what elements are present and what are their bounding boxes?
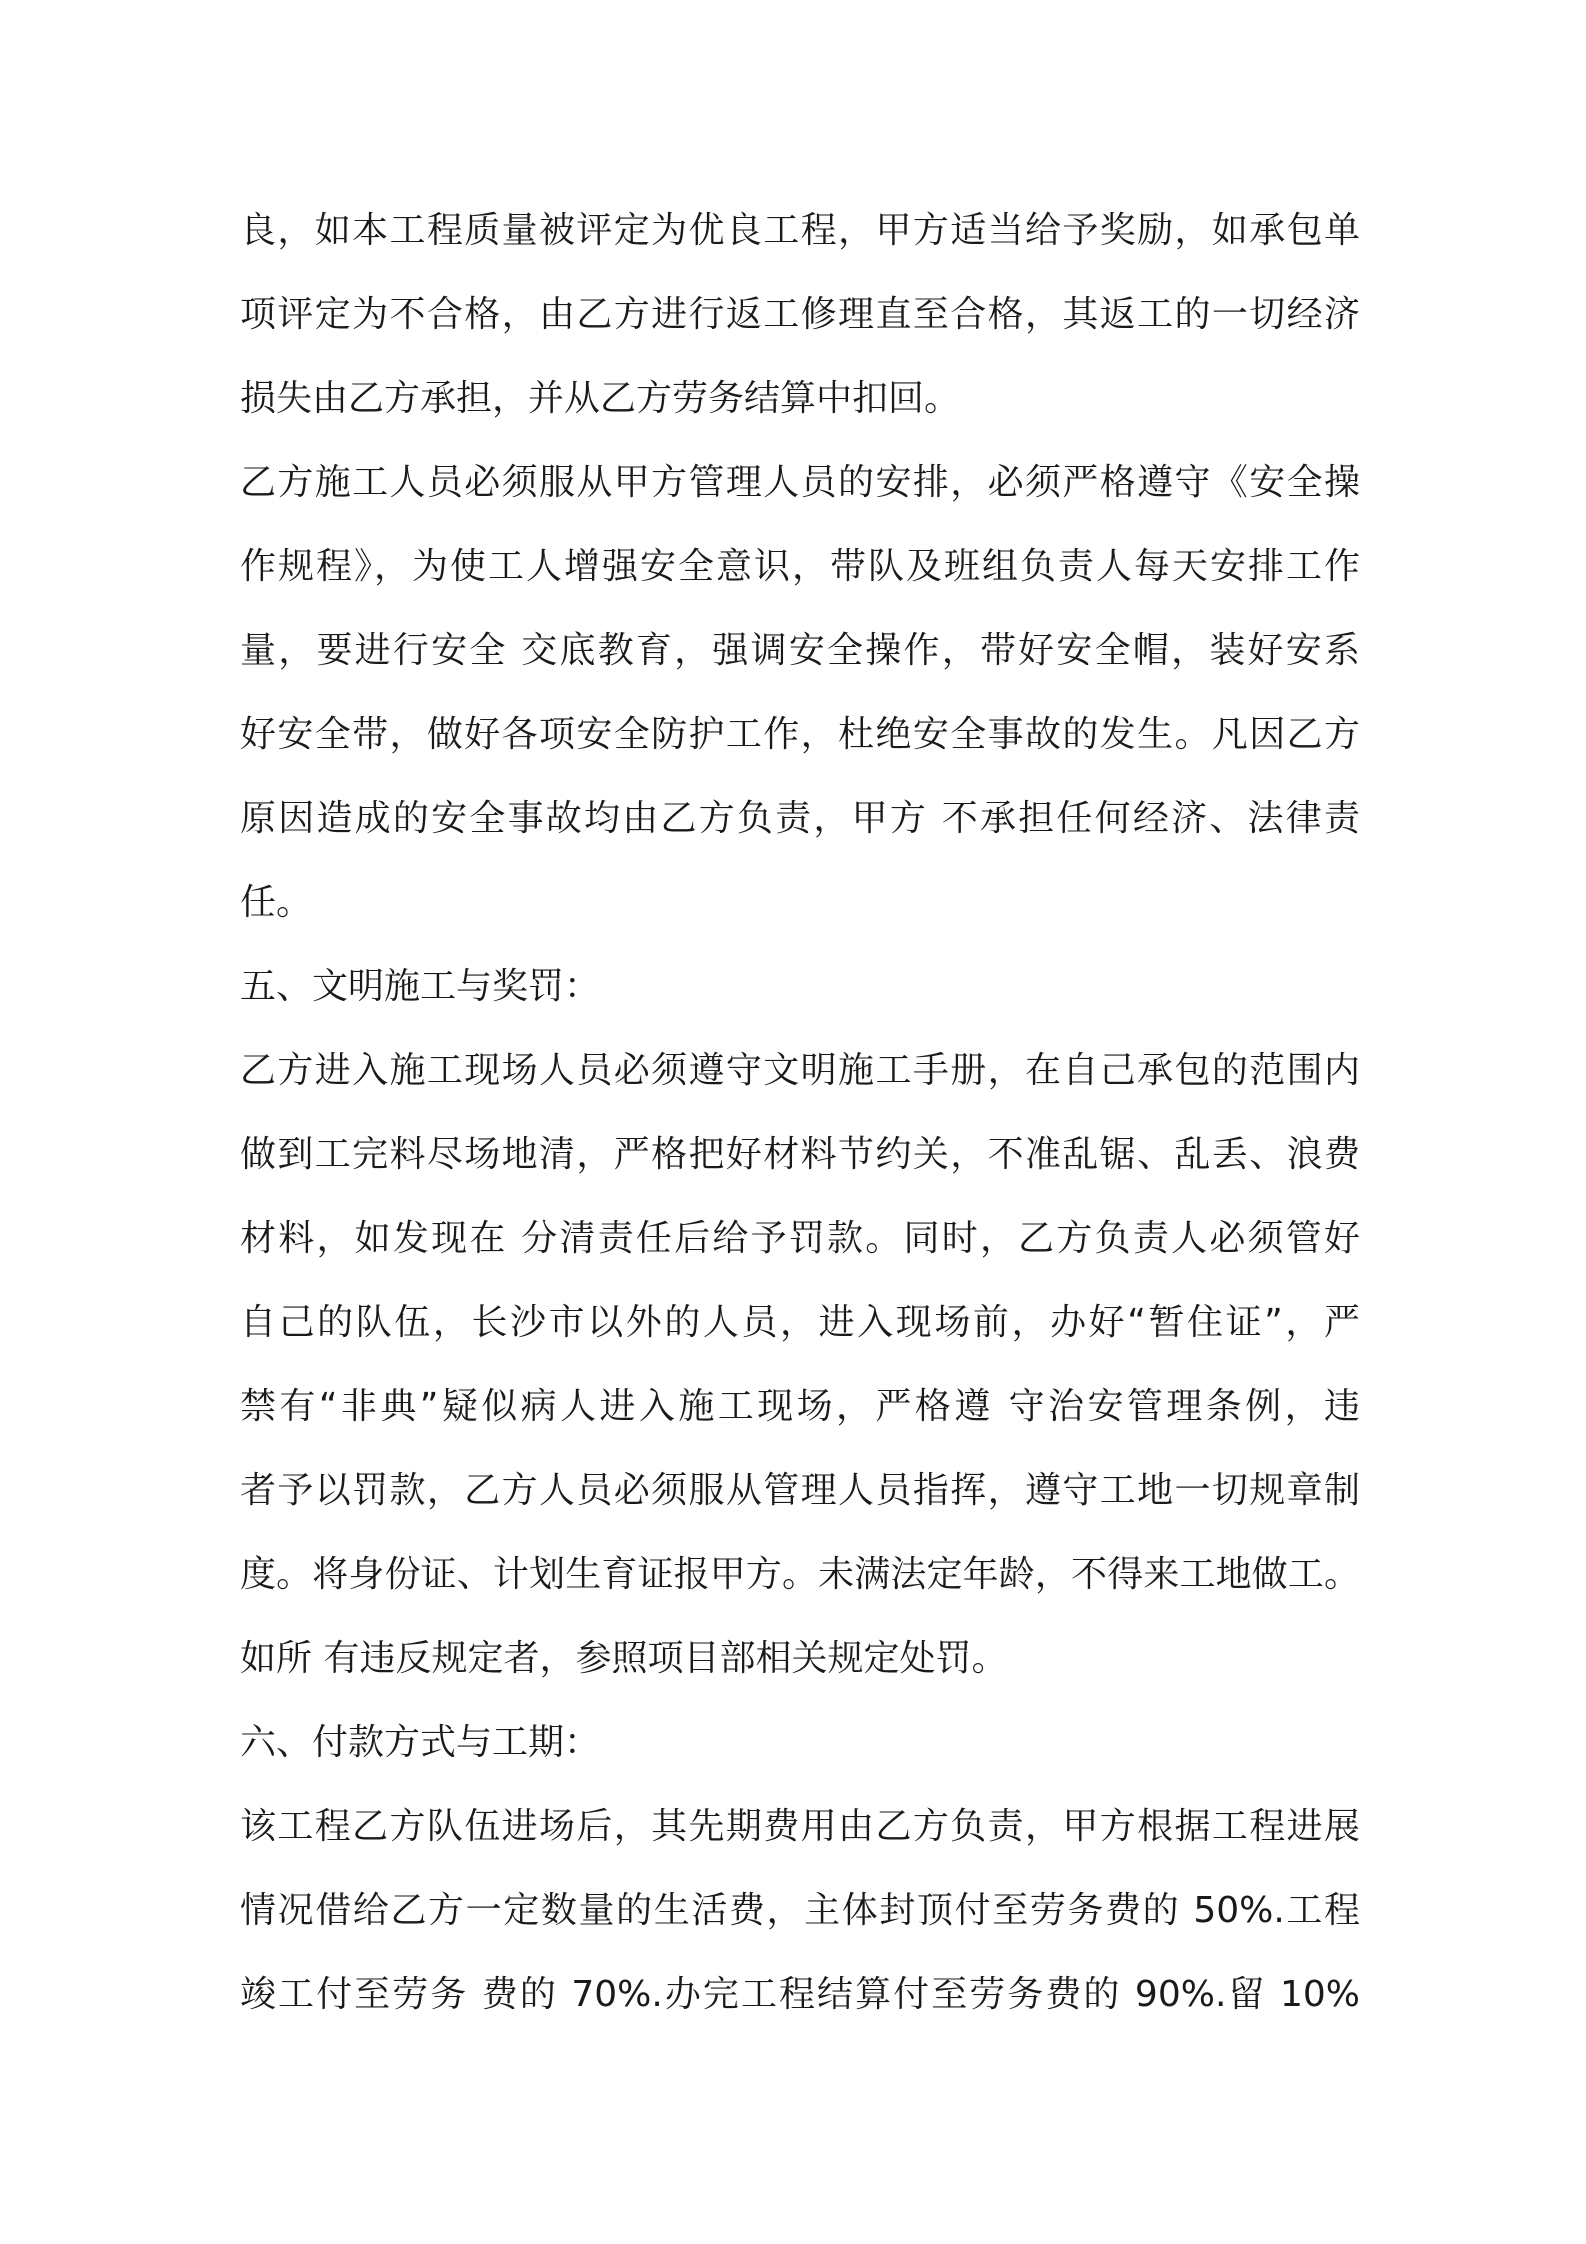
text-line: 乙方进入施工现场人员必须遵守文明施工手册，在自己承包的范围内	[240, 1050, 1360, 1091]
text-line: 情况借给乙方一定数量的生活费，主体封顶付至劳务费的 50%.工程	[240, 1890, 1360, 1931]
text-line: 材料，如发现在 分清责任后给予罚款。同时，乙方负责人必须管好	[240, 1218, 1360, 1259]
text-line: 良，如本工程质量被评定为优良工程，甲方适当给予奖励，如承包单	[240, 210, 1360, 251]
text-line: 乙方施工人员必须服从甲方管理人员的安排，必须严格遵守《安全操	[240, 462, 1360, 503]
text-line: 任。	[240, 882, 313, 923]
text-line: 竣工付至劳务 费的 70%.办完工程结算付至劳务费的 90%.留 10%	[240, 1974, 1360, 2015]
contract-text-body	[240, 200, 1360, 2048]
text-line: 度。将身份证、计划生育证报甲方。未满法定年龄，不得来工地做工。	[240, 1554, 1360, 1595]
text-line: 作规程》，为使工人增强安全意识，带队及班组负责人每天安排工作	[240, 546, 1360, 587]
text-line: 该工程乙方队伍进场后，其先期费用由乙方负责，甲方根据工程进展	[240, 1806, 1360, 1847]
text-line: 好安全带，做好各项安全防护工作，杜绝安全事故的发生。凡因乙方	[240, 714, 1360, 755]
text-line: 项评定为不合格，由乙方进行返工修理直至合格，其返工的一切经济	[240, 294, 1360, 335]
text-line: 禁有“非典”疑似病人进入施工现场，严格遵 守治安管理条例，违	[240, 1386, 1360, 1427]
text-line: 原因造成的安全事故均由乙方负责，甲方 不承担任何经济、法律责	[240, 798, 1360, 839]
text-line: 损失由乙方承担，并从乙方劳务结算中扣回。	[240, 378, 961, 419]
text-line: 做到工完料尽场地清，严格把好材料节约关，不准乱锯、乱丢、浪费	[240, 1134, 1360, 1175]
section-heading-5: 五、文明施工与奖罚：	[240, 966, 601, 1007]
text-line: 者予以罚款，乙方人员必须服从管理人员指挥，遵守工地一切规章制	[240, 1470, 1360, 1511]
section-heading-6: 六、付款方式与工期：	[240, 1722, 601, 1763]
text-line: 如所 有违反规定者，参照项目部相关规定处罚。	[240, 1638, 1008, 1679]
text-line: 自己的队伍，长沙市以外的人员，进入现场前，办好“暂住证”，严	[240, 1302, 1360, 1343]
text-line: 量，要进行安全 交底教育，强调安全操作，带好安全帽，装好安系	[240, 630, 1360, 671]
